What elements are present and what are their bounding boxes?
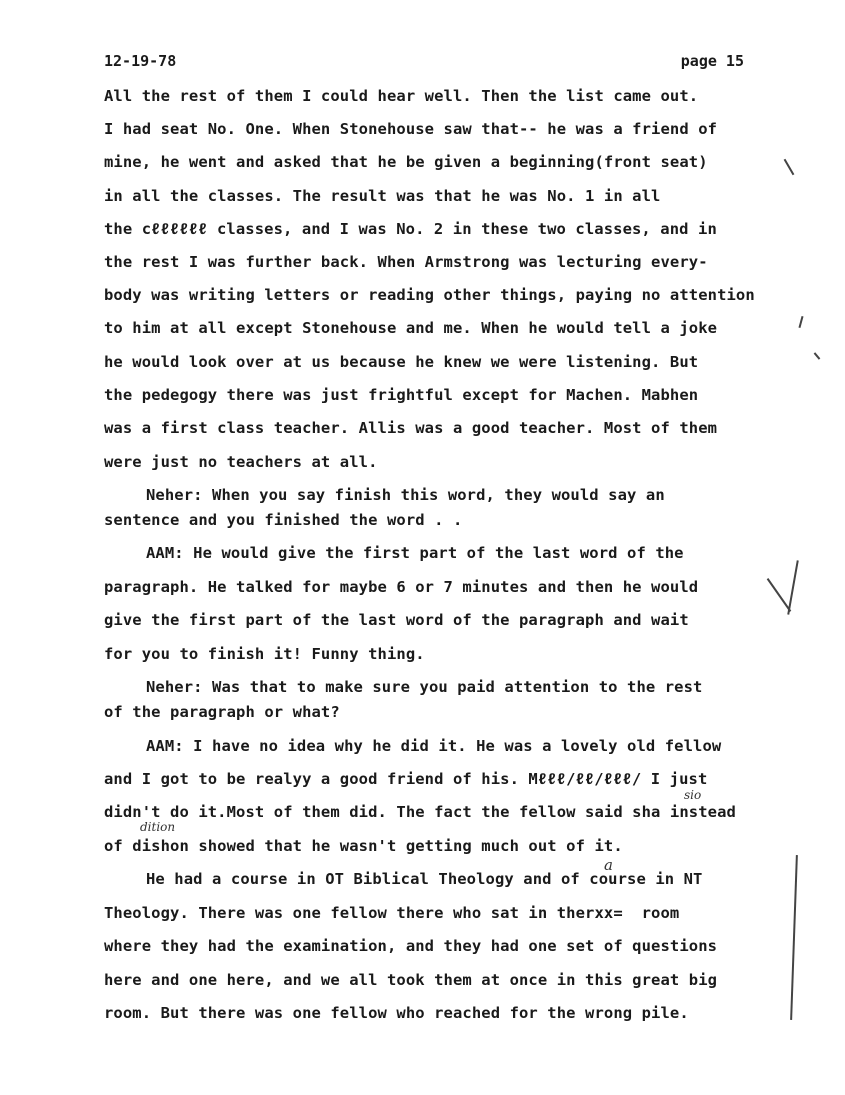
- text-line: Theology. There was one fellow there who sat in therxx= room: [104, 904, 680, 922]
- text-line: here and one here, and we all took them at once in this great big: [104, 971, 718, 989]
- handwritten-correction: sio: [684, 788, 702, 802]
- text-line: the rest I was further back. When Armstrong was lecturing every-: [104, 253, 708, 271]
- header-date: 12-19-78: [104, 52, 177, 70]
- text-line: AAM: He would give the first part of the last word of the: [146, 544, 684, 562]
- text-line: to him at all except Stonehouse and me. When he would tell a joke: [104, 319, 718, 337]
- text-line: He had a course in OT Biblical Theology and of course in NT: [146, 870, 703, 888]
- text-line: mine, he went and asked that he be given a beginning(front seat): [104, 153, 708, 171]
- text-line: in all the classes. The result was that he was No. 1 in all: [104, 187, 661, 205]
- text-line: he would look over at us because he knew we were listening. But: [104, 353, 699, 371]
- text-line: were just no teachers at all.: [104, 453, 378, 471]
- text-line: for you to finish it! Funny thing.: [104, 645, 425, 663]
- text-line: paragraph. He talked for maybe 6 or 7 minutes and then he would: [104, 578, 699, 596]
- text-line: of the paragraph or what?: [104, 703, 340, 721]
- margin-pen-mark: [814, 352, 821, 359]
- text-line: was a first class teacher. Allis was a good teacher. Most of them: [104, 419, 718, 437]
- text-line: room. But there was one fellow who reached for the wrong pile.: [104, 1004, 689, 1022]
- page-header: [104, 52, 744, 74]
- text-line: and I got to be realyy a good friend of his. Mℓℓℓ/ℓℓ/ℓℓℓ/ I just: [104, 770, 708, 788]
- text-line: I had seat No. One. When Stonehouse saw that-- he was a friend of: [104, 120, 718, 138]
- margin-pen-mark: [798, 316, 803, 328]
- text-line: Neher: When you say finish this word, they would say an: [146, 486, 665, 504]
- handwritten-correction: a: [604, 856, 613, 874]
- text-line: of dishon showed that he wasn't getting much out of it.: [104, 837, 623, 855]
- margin-pen-mark: [790, 855, 798, 1020]
- handwritten-correction: dition: [140, 820, 176, 834]
- margin-pen-mark: [787, 560, 799, 615]
- text-line: AAM: I have no idea why he did it. He was a lovely old fellow: [146, 737, 722, 755]
- text-line: All the rest of them I could hear well. Then the list came out.: [104, 87, 699, 105]
- text-line: the cℓℓℓℓℓℓ classes, and I was No. 2 in these two classes, and in: [104, 220, 717, 238]
- text-line: didn't do it.Most of them did. The fact the fellow said sha instead: [104, 803, 736, 821]
- text-line: Neher: Was that to make sure you paid attention to the rest: [146, 678, 703, 696]
- text-line: sentence and you finished the word . .: [104, 511, 463, 529]
- header-page-number: page 15: [680, 52, 744, 70]
- text-line: the pedegogy there was just frightful except for Machen. Mabhen: [104, 386, 699, 404]
- margin-pen-mark: [784, 159, 795, 176]
- text-line: body was writing letters or reading other things, paying no attention: [104, 286, 755, 304]
- text-line: where they had the examination, and they had one set of questions: [104, 937, 718, 955]
- text-line: give the first part of the last word of the paragraph and wait: [104, 611, 689, 629]
